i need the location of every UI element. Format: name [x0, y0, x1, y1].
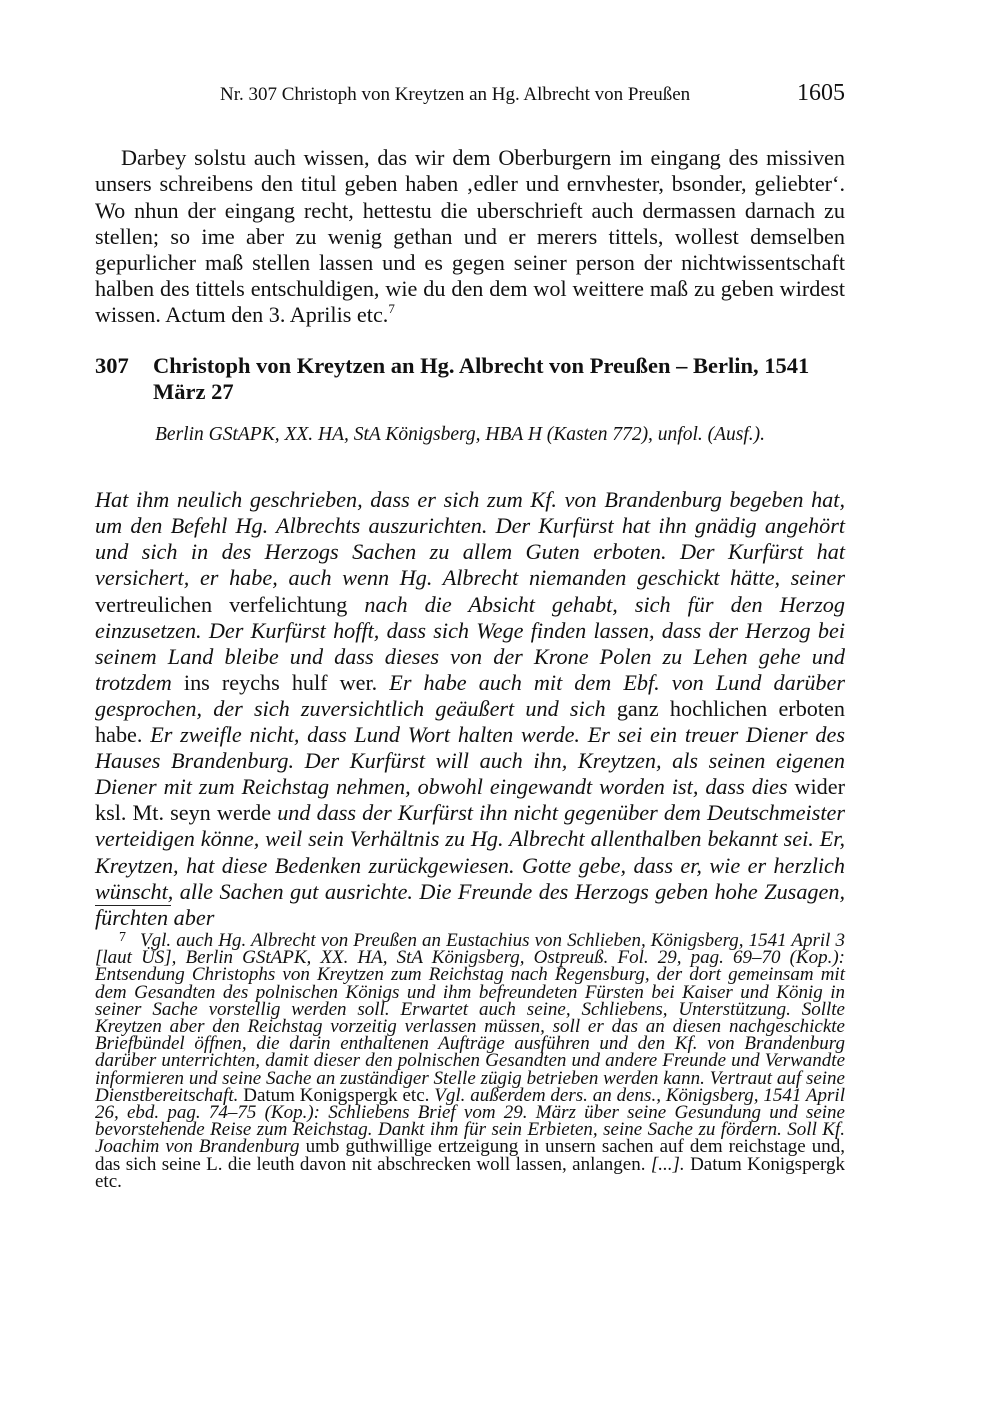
source-line: Berlin GStAPK, XX. HA, StA Königsberg, HBA H (Kasten 772), unfol. (Ausf.). — [155, 424, 766, 445]
quote-segment: ganz hochlichen erboten habe. — [95, 695, 845, 748]
closing-paragraph-text: Darbey solstu auch wissen, das wir dem Oberburgern im eingang des missiven unsers schreibens den titul geben haben ‚edler und ernvhester, bsonder, geliebter‘. Wo nhun der eingang recht, hettestu die uberschrieft auch dermassen darnach zu stellen; so ime aber zu wenig gethan und er merers tittels, wollest demselben gepurlicher maß stellen lassen und es gegen seiner person der nichtwissentschaft halben des tittels entschuldigen, wie du den dem wol weittere maß zu geben wirdest wissen. Actum den 3. Aprilis etc. — [95, 145, 845, 328]
quote-segment: ins reychs hulf wer. — [171, 669, 390, 695]
footnote-segment: [...]. — [650, 1153, 685, 1175]
summary-segment: nach die Absicht gehabt, sich für den Herzog einzusetzen. Der Kurfürst hofft, dass sich Wege finden lassen, dass der Herzog bei seinem Land bleibe und dass dieses von der Krone Polen zu Lehen gehe und trotzdem — [95, 591, 845, 695]
summary-segment: Er zweifle nicht, dass Lund Wort halten werde. Er sei ein treuer Diener des Hauses Brandenburg. Der Kurfürst will auch ihn, Kreytzen, als seinen eigenen Diener mit zum Reichstag nehmen, obwohl eingewandt worden ist, dass dies — [95, 722, 845, 800]
footnote-segment: Vgl. außerdem ders. an dens., Königsberg, 1541 April 26, ebd. pag. 74–75 (Kop.): Schliebens Brief vom 29. März über seine Gesundung und seine bevorstehende Reise zum Reichstag. Dankt ihm für sein Erbieten, seine Sache zu fördern. Soll Kf. Joachim von Brandenburg — [95, 1084, 845, 1158]
footnote-segment: Datum Konigspergk etc. — [95, 1153, 845, 1192]
footnote-segment: umb guthwillige ertzeigung in unsern sachen auf dem reichstage und, das sich seine L. die leuth davon nit abschrecken woll lassen, anlangen. — [95, 1136, 846, 1175]
quote-segment: vertreulichen verfelichtung — [95, 591, 365, 617]
footnote-segment: Datum Konigspergk etc. — [238, 1084, 435, 1106]
running-head-title: Nr. 307 Christoph von Kreytzen an Hg. Albrecht von Preußen — [220, 84, 691, 105]
footnote-number: 7 — [119, 930, 126, 945]
footnote-segment: Vgl. auch Hg. Albrecht von Preußen an Eustachius von Schlieben, Königsberg, 1541 April 3 [laut ÜS], Berlin GStAPK, XX. HA, StA Königsberg, Ostpreuß. Fol. 29, pag. 69–70 (Kop.): Entsendung Christophs von Kreytzen zum Reichstag nach Regensburg, der dort gemeinsam mit dem Gesandten des polnischen Königs und ihm befreundeten Fürsten bei Kaiser und König in seiner Sache vorstellig werden soll. Erwartet auch seine, Schliebens, Unterstützung. Sollte Kreytzen aber den Reichstag vorzeitig verlassen müssen, soll er das an diesen nachgeschickte Briefbündel öffnen, die darin enthaltenen Aufträge ausführen und den Kf. von Brandenburg darüber unterrichten, damit dieser den polnischen Gesandten und andere Freunde und Verwandte informieren und seine Sache an zuständiger Stelle zügig betrieben werden kann. Vertraut auf seine Dienstbereitschaft. — [95, 930, 845, 1106]
footnote — [95, 929, 845, 1190]
summary-segment: Hat ihm neulich geschrieben, dass er sich zum Kf. von Brandenburg begeben hat, um den Befehl Hg. Albrechts auszurichten. Der Kurfürst hat ihn gnädig angehört und sich in des Herzogs Sachen zu allem Guten erboten. Der Kurfürst hat versichert, er habe, auch wenn Hg. Albrecht niemanden geschickt hätte, seiner — [95, 487, 845, 591]
summary-segment: und dass der Kurfürst ihn nicht gegenüber dem Deutschmeister verteidigen könne, weil sein Verhältnis zu Hg. Albrecht allenthalben bekannt sei. Er, Kreytzen, hat diese Bedenken zurückgewiesen. Gotte gebe, dass er, wie er herzlich wünscht, alle Sachen gut ausrichte. Die Freunde des Herzogs geben hohe Zusagen, fürchten aber — [95, 800, 845, 930]
footnote-reference: 7 — [388, 301, 395, 317]
footnote-divider — [95, 905, 171, 906]
summary-segment: Er habe auch mit dem Ebf. von Lund darüber gesprochen, der sich zuversichtlich geäußert und sich — [95, 669, 845, 721]
document-summary — [95, 487, 845, 931]
quote-segment: wider ksl. Mt. seyn werde — [95, 774, 845, 826]
closing-paragraph — [95, 145, 845, 328]
running-head — [95, 80, 845, 110]
document-title: Christoph von Kreytzen an Hg. Albrecht von Preußen – Berlin, 1541 März 27 — [153, 353, 810, 404]
document-number: 307 — [95, 353, 129, 378]
page-number: 1605 — [797, 80, 845, 106]
